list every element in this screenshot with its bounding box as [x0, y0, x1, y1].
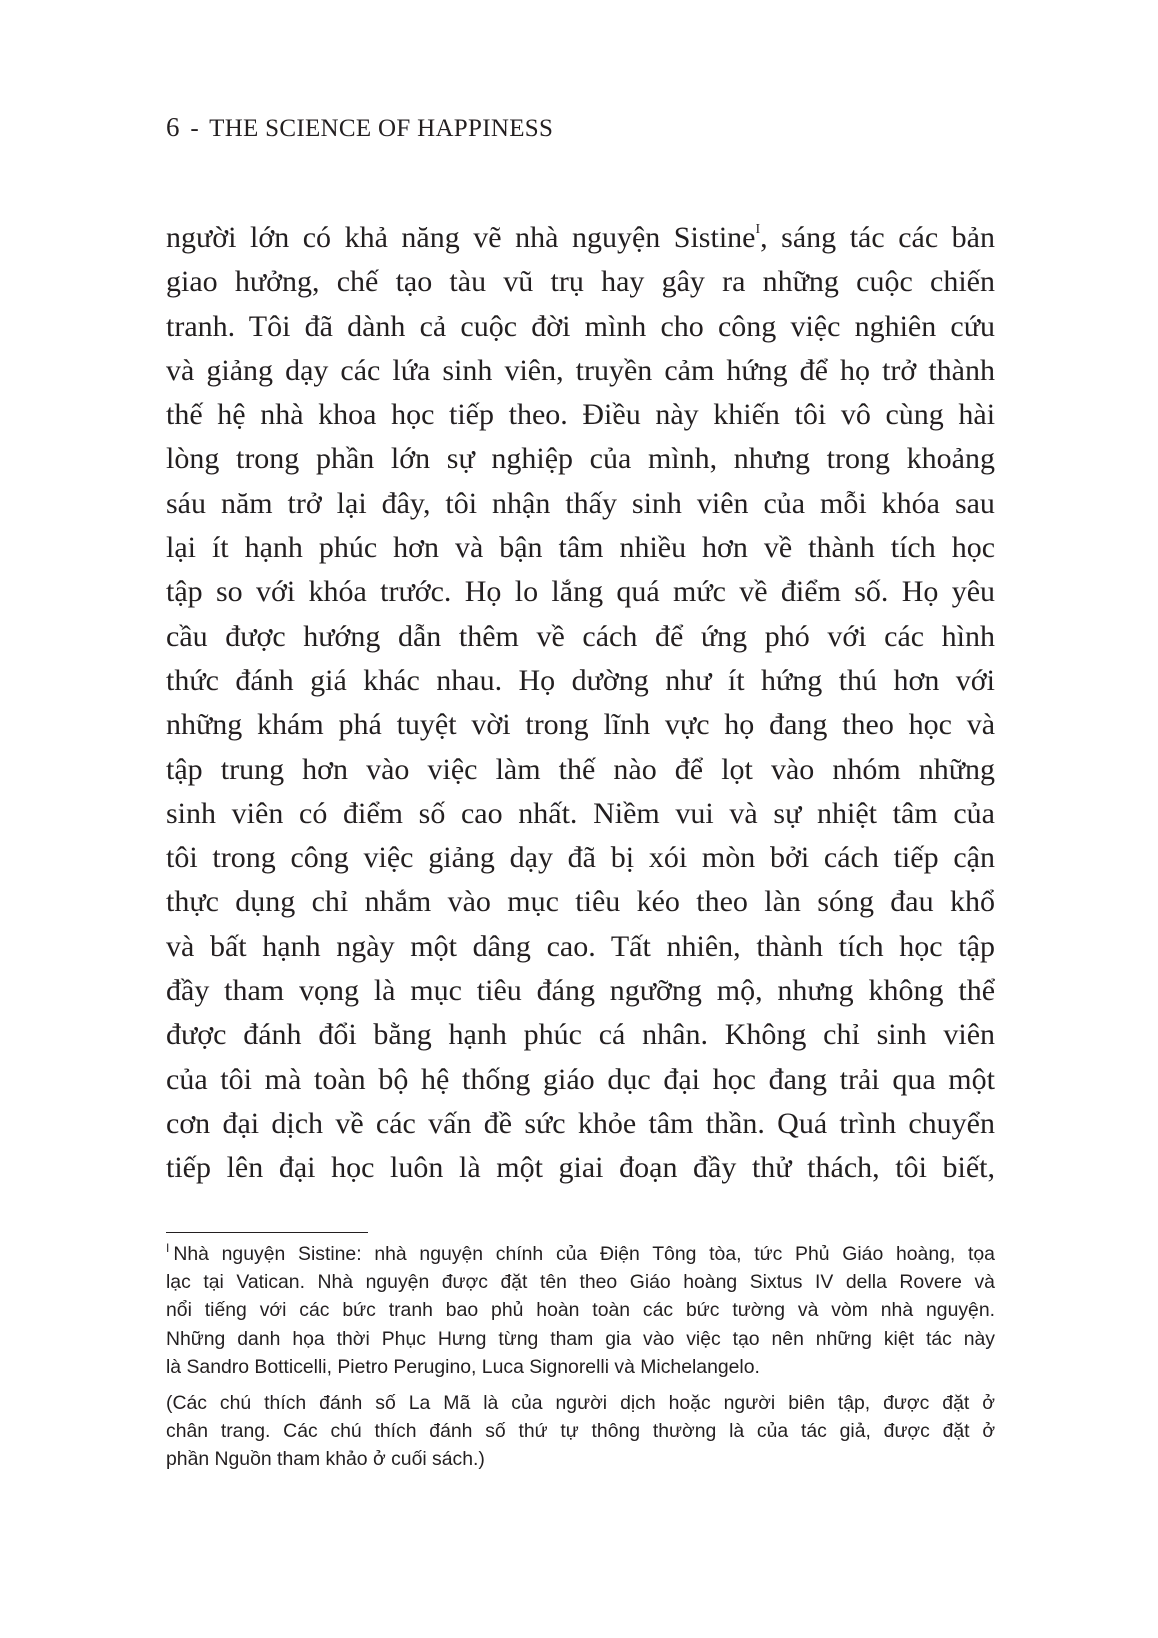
body-line: sinh viên có điểm số cao nhất. Niềm vui và sự nhiệt tâm của	[166, 796, 995, 830]
body-line	[166, 216, 995, 260]
page-number: 6	[166, 112, 180, 142]
body-line: sáu năm trở lại đây, tôi nhận thấy sinh viên của mỗi khóa sau	[166, 486, 995, 520]
body-line: và giảng dạy các lứa sinh viên, truyền cảm hứng để họ trở thành	[166, 353, 995, 387]
footnote-explanation	[166, 1389, 995, 1474]
header-separator: -	[190, 115, 200, 142]
footnote-line: lạc tại Vatican. Nhà nguyện được đặt tên theo Giáo hoàng Sixtus IV della Rovere và	[166, 1271, 995, 1294]
footnotes	[166, 1240, 995, 1474]
body-line: cầu được hướng dẫn thêm về cách để ứng phó với các hình	[166, 619, 996, 653]
body-line: tập so với khóa trước. Họ lo lắng quá mức về điểm số. Họ yêu	[166, 575, 996, 609]
body-line: lại ít hạnh phúc hơn và bận tâm nhiều hơn về thành tích học	[166, 531, 996, 565]
body-line: của tôi mà toàn bộ hệ thống giáo dục đại học đang trải qua một	[166, 1062, 995, 1096]
body-line: tập trung hơn vào việc làm thế nào để lọt vào nhóm những	[166, 752, 996, 786]
footnote-line-text: Nhà nguyện Sistine: nhà nguyện chính của Điện Tông tòa, tức Phủ Giáo hoàng, tọa	[173, 1243, 995, 1265]
body-line: cơn đại dịch về các vấn đề sức khỏe tâm thần. Quá trình chuyển	[166, 1106, 995, 1140]
footnote-reference: I	[755, 222, 761, 237]
footnote-line: nổi tiếng với các bức tranh bao phủ hoàn toàn các bức tường và vòm nhà nguyện.	[166, 1299, 996, 1322]
running-header	[166, 112, 553, 143]
footnote-line	[166, 1240, 995, 1268]
body-line: và bất hạnh ngày một dâng cao. Tất nhiên, thành tích học tập	[166, 929, 995, 963]
footnote-line: (Các chú thích đánh số La Mã là của người dịch hoặc người biên tập, được đặt ở	[166, 1392, 995, 1415]
body-line: những khám phá tuyệt vời trong lĩnh vực họ đang theo học và	[166, 708, 996, 742]
footnote-line: phần Nguồn tham khảo ở cuối sách.)	[166, 1448, 485, 1471]
body-line: tôi trong công việc giảng dạy đã bị xói mòn bởi cách tiếp cận	[166, 841, 995, 875]
body-line: tranh. Tôi đã dành cả cuộc đời mình cho công việc nghiên cứu	[166, 309, 996, 343]
body-line: thế hệ nhà khoa học tiếp theo. Điều này khiến tôi vô cùng hài	[166, 398, 996, 432]
footnote-marker: I	[166, 1241, 170, 1255]
footnote-divider	[166, 1232, 368, 1233]
body-line-text: người lớn có khả năng vẽ nhà nguyện Sistine	[166, 221, 756, 254]
body-paragraph	[166, 216, 995, 1191]
body-line: đầy tham vọng là mục tiêu đáng ngưỡng mộ, nhưng không thể	[166, 974, 996, 1008]
body-line: tiếp lên đại học luôn là một giai đoạn đầy thử thách, tôi biết,	[166, 1151, 996, 1185]
body-line-text: , sáng tác các bản	[760, 221, 995, 254]
footnote-line: Những danh họa thời Phục Hưng từng tham gia vào việc tạo nên những kiệt tác này	[166, 1327, 996, 1350]
footnote-line: chân trang. Các chú thích đánh số thứ tự thông thường là của tác giả, được đặt ở	[166, 1420, 996, 1443]
body-line: giao hưởng, chế tạo tàu vũ trụ hay gây ra những cuộc chiến	[166, 265, 995, 299]
footnote-line: là Sandro Botticelli, Pietro Perugino, Luca Signorelli và Michelangelo.	[166, 1355, 760, 1378]
body-line: thức đánh giá khác nhau. Họ dường như ít hứng thú hơn với	[166, 663, 995, 697]
footnote-1	[166, 1240, 995, 1381]
book-title: THE SCIENCE OF HAPPINESS	[209, 115, 554, 142]
body-line: được đánh đổi bằng hạnh phúc cá nhân. Không chỉ sinh viên	[166, 1018, 996, 1052]
body-line: lòng trong phần lớn sự nghiệp của mình, nhưng trong khoảng	[166, 442, 995, 476]
body-line: thực dụng chỉ nhắm vào mục tiêu kéo theo làn sóng đau khổ	[166, 885, 995, 919]
